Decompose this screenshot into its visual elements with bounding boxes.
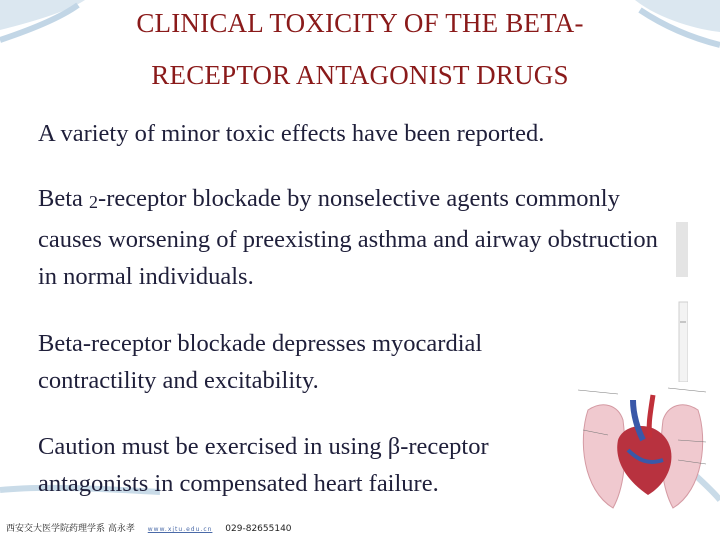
paragraph-myocardial: Beta-receptor blockade depresses myocardial contractility and excitability. xyxy=(38,330,483,394)
side-panel-graphic xyxy=(676,222,688,382)
p2-subscript: 2 xyxy=(89,192,99,212)
heart-lungs-illustration xyxy=(578,380,708,520)
paragraph-minor-effects: A variety of minor toxic effects have been reported. xyxy=(38,120,545,147)
footer-url[interactable]: www.xjtu.edu.cn xyxy=(147,526,213,533)
slide-footer xyxy=(6,521,302,534)
p2-rest: -receptor blockade by nonselective agents commonly causes worsening of preexisting asthma and airway obstruction in normal individuals. xyxy=(38,185,658,290)
paragraph-heart-failure: Caution must be exercised in using β-receptor antagonists in compensated heart failure. xyxy=(38,433,489,497)
p2-prefix: Beta xyxy=(38,185,90,212)
footer-institution: 西安交大医学院药理学系 高永孝 xyxy=(6,524,135,534)
paragraph-asthma xyxy=(38,180,678,295)
slide-title-line-2: RECEPTOR ANTAGONIST DRUGS xyxy=(151,60,569,90)
footer-phone: 029-82655140 xyxy=(225,524,292,534)
slide-title-line-1: CLINICAL TOXICITY OF THE BETA- xyxy=(136,8,584,38)
